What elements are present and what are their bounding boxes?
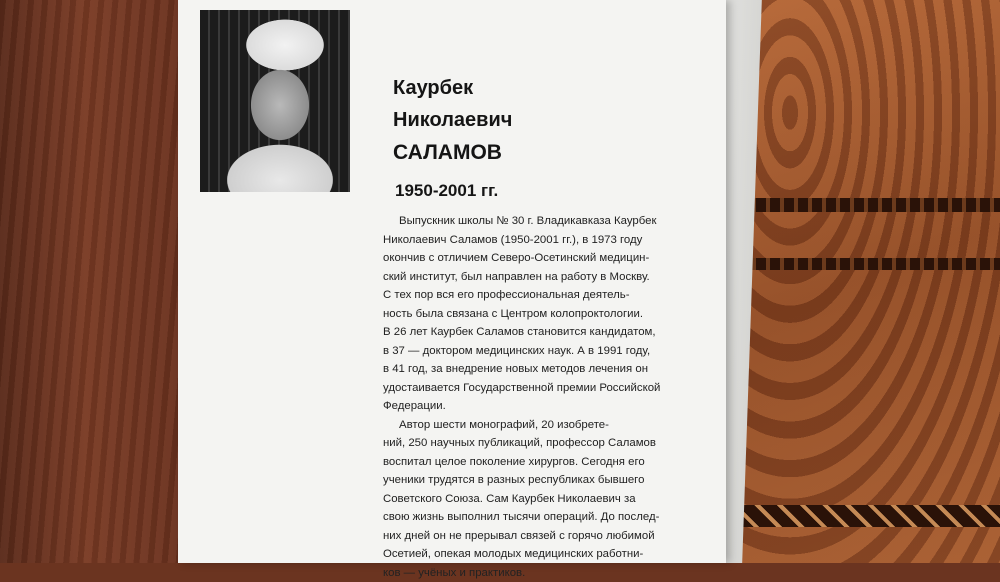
biography-line: свою жизнь выполнил тысячи операций. До послед- — [383, 508, 683, 527]
biography-line: удостаивается Государственной премии Российской — [383, 379, 683, 398]
biography-line: Автор шести монографий, 20 изобрете- — [383, 416, 683, 435]
biography-line: Федерации. — [383, 397, 683, 416]
book-page — [178, 0, 726, 563]
biography-line: в 41 год, за внедрение новых методов лечения он — [383, 360, 683, 379]
portrait-photo — [200, 10, 350, 192]
biography-line: Осетией, опекая молодых медицинских работни- — [383, 545, 683, 564]
biography-text — [383, 212, 683, 582]
biography-line: Николаевич Саламов (1950-2001 гг.), в 1973 году — [383, 231, 683, 250]
biography-line: окончив с отличием Северо-Осетинский медицин- — [383, 249, 683, 268]
biography-line: них дней он не прерывал связей с горячо любимой — [383, 527, 683, 546]
biography-line: воспитал целое поколение хирургов. Сегодня его — [383, 453, 683, 472]
life-years: 1950-2001 гг. — [395, 181, 498, 201]
wood-inlay-border — [700, 505, 1000, 527]
first-name: Каурбек — [393, 77, 473, 100]
biography-line: в 37 — доктором медицинских наук. А в 1991 году, — [383, 342, 683, 361]
biography-line: Советского Союза. Сам Каурбек Николаевич за — [383, 490, 683, 509]
biography-line: ность была связана с Центром колопроктологии. — [383, 305, 683, 324]
biography-line: В 26 лет Каурбек Саламов становится кандидатом, — [383, 323, 683, 342]
surname: САЛАМОВ — [393, 141, 502, 165]
wooden-table-left — [0, 0, 190, 563]
biography-line: ков — учёных и практиков. — [383, 564, 683, 582]
biography-line: Выпускник школы № 30 г. Владикавказа Каурбек — [383, 212, 683, 231]
biography-line: ский институт, был направлен на работу в Москву. — [383, 268, 683, 287]
biography-line: ний, 250 научных публикаций, профессор Саламов — [383, 434, 683, 453]
biography-line: ученики трудятся в разных республиках бывшего — [383, 471, 683, 490]
biography-line: С тех пор вся его профессиональная деятель- — [383, 286, 683, 305]
patronymic: Николаевич — [393, 109, 512, 132]
